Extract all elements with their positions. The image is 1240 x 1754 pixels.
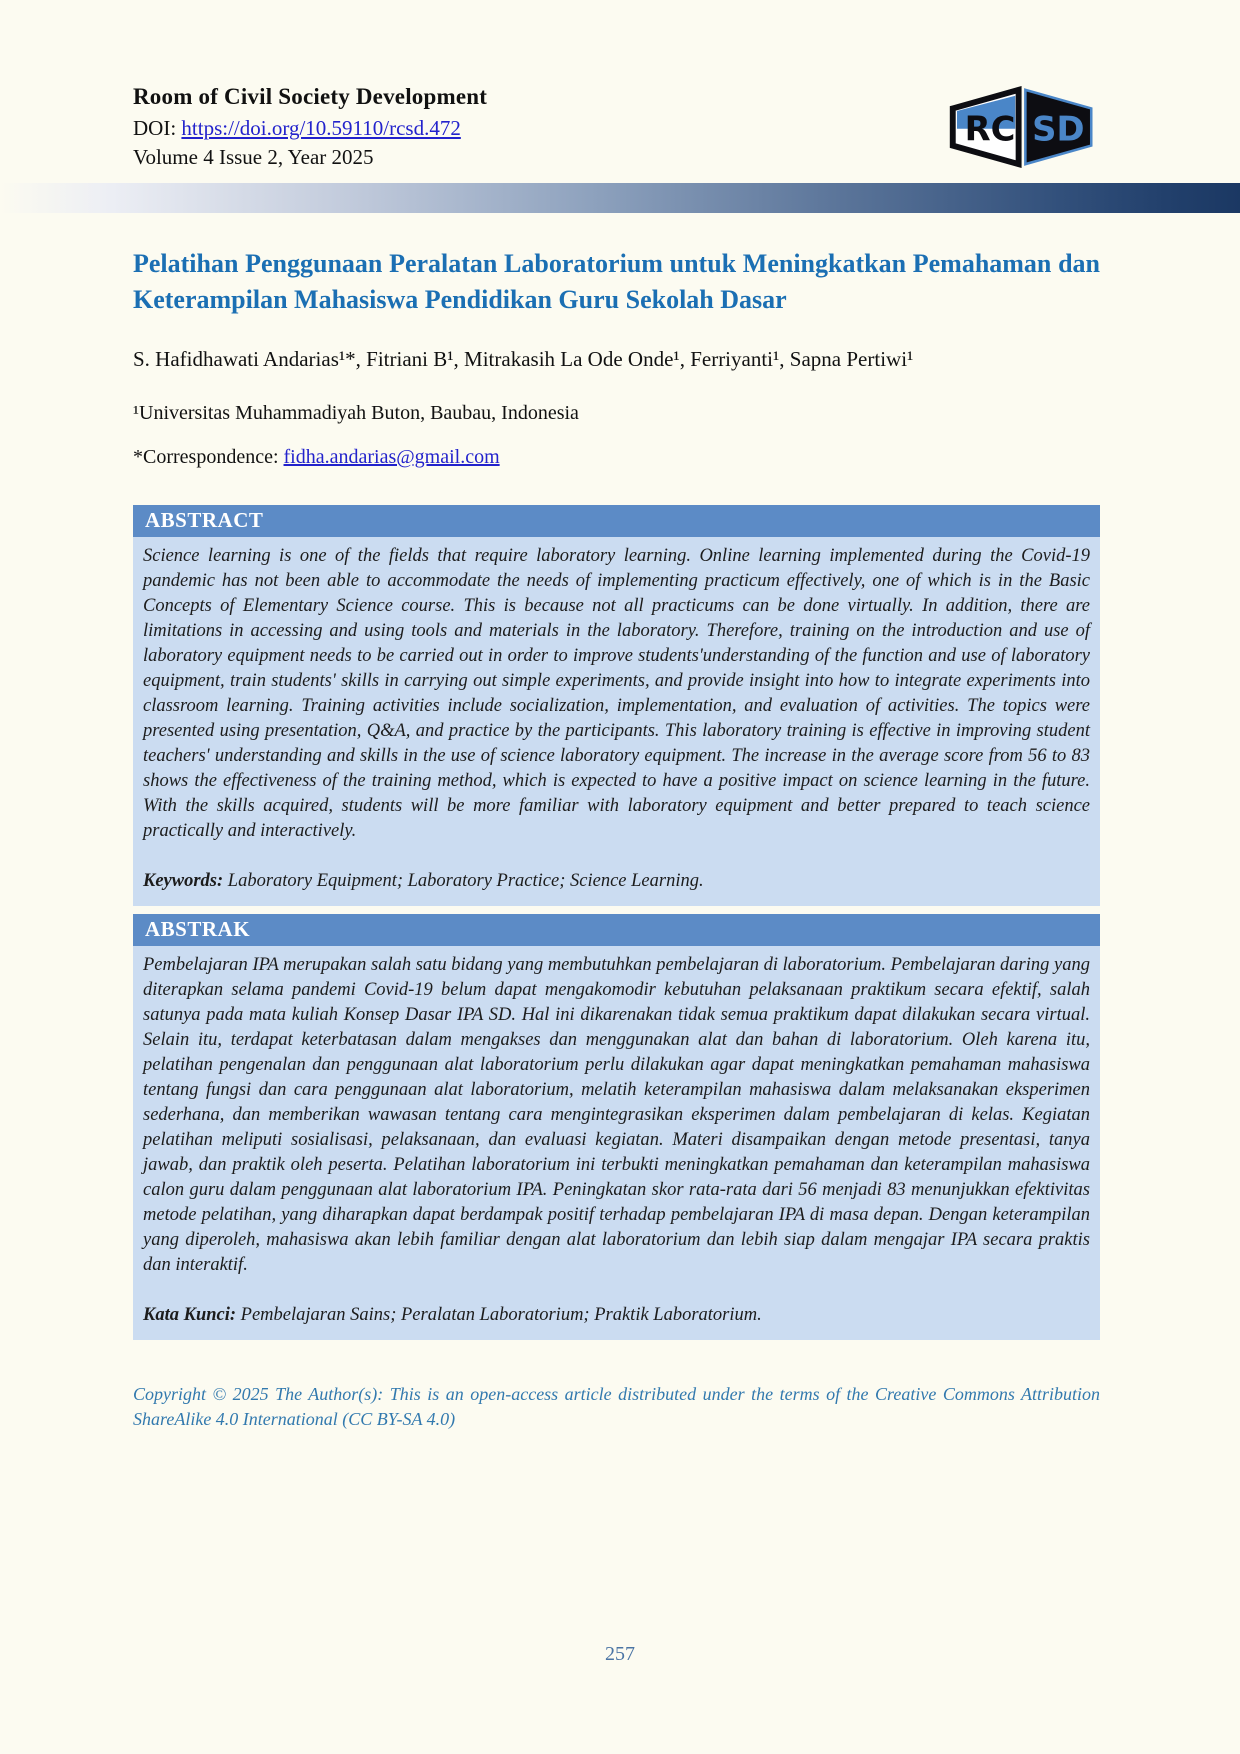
correspondence-email-link[interactable]: fidha.andarias@gmail.com — [283, 446, 500, 468]
abstrak-heading: ABSTRAK — [133, 914, 1100, 946]
correspondence-line — [133, 446, 1100, 469]
abstract-text: Science learning is one of the fields that require laboratory learning. Online learning implemented during the Covid-19 pandemic has not been able to accommodate the needs of implementing practicum effectively, one of which is in the Basic Concepts of Elementary Science course. This is because not all practicums can be done virtually. In addition, there are limitations in accessing and using tools and materials in the laboratory. Therefore, training on the introduction and use of laboratory equipment needs to be carried out in order to improve students'understanding of the function and use of laboratory equipment, train students' skills in carrying out simple experiments, and provide insight into how to integrate experiments into classroom learning. Training activities include socialization, implementation, and evaluation of activities. The topics were presented using presentation, Q&A, and practice by the participants. This laboratory training is effective in improving student teachers' understanding and skills in the use of science laboratory equipment. The increase in the average score from 56 to 83 shows the effectiveness of the training method, which is expected to have a positive impact on science learning in the future. With the skills acquired, students will be more familiar with laboratory equipment and better prepared to teach science practically and interactively. — [143, 546, 1090, 841]
rcsd-logo-icon — [946, 84, 1098, 170]
abstrak-body — [133, 946, 1100, 1340]
logo-right-text: SD — [1032, 109, 1085, 149]
keywords-label: Keywords: — [143, 871, 224, 891]
page-number: 257 — [605, 1643, 635, 1665]
correspondence-label: *Correspondence: — [133, 446, 284, 468]
doi-label: DOI: — [133, 116, 182, 140]
gradient-divider — [0, 183, 1240, 213]
doi-link[interactable]: https://doi.org/10.59110/rcsd.472 — [181, 116, 461, 140]
kata-kunci-text: Pembelajaran Sains; Peralatan Laboratorium; Praktik Laboratorium. — [236, 1305, 762, 1325]
volume-issue-line: Volume 4 Issue 2, Year 2025 — [133, 145, 374, 169]
doi-line — [133, 114, 853, 143]
journal-name: Room of Civil Society Development — [133, 84, 488, 109]
copyright-notice: Copyright © 2025 The Author(s): This is an open-access article distributed under the terms of the Creative Commons Attribution ShareAlike 4.0 International (CC BY-SA 4.0) — [133, 1384, 1100, 1429]
affiliation-line: ¹Universitas Muhammadiyah Buton, Baubau, Indonesia — [133, 402, 579, 424]
abstract-heading: ABSTRACT — [133, 505, 1100, 537]
article-content — [133, 246, 1100, 1432]
keywords-text: Laboratory Equipment; Laboratory Practice; Science Learning. — [223, 871, 704, 891]
keywords-line — [143, 869, 1090, 894]
kata-kunci-line — [143, 1303, 1090, 1328]
journal-header — [133, 84, 853, 172]
abstrak-text: Pembelajaran IPA merupakan salah satu bidang yang membutuhkan pembelajaran di laboratorium. Pembelajaran daring yang diterapkan selama pandemi Covid-19 belum dapat mengakomodir kebutuhan pelaksanaan praktikum secara efektif, salah satunya pada mata kuliah Konsep Dasar IPA SD. Hal ini dikarenakan tidak semua praktikum dapat dilakukan secara virtual. Selain itu, terdapat keterbatasan dalam mengakses dan menggunakan alat dan bahan di laboratorium. Oleh karena itu, pelatihan pengenalan dan penggunaan alat laboratorium perlu dilakukan agar dapat meningkatkan pemahaman mahasiswa tentang fungsi dan cara penggunaan alat laboratorium, melatih keterampilan mahasiswa dalam melaksanakan eksperimen sederhana, dan memberikan wawasan tentang cara mengintegrasikan eksperimen dalam pembelajaran di kelas. Kegiatan pelatihan meliputi sosialisasi, pelaksanaan, dan evaluasi kegiatan. Materi disampaikan dengan metode presentasi, tanya jawab, dan praktik oleh peserta. Pelatihan laboratorium ini terbukti meningkatkan pemahaman dan keterampilan mahasiswa calon guru dalam penggunaan alat laboratorium IPA. Peningkatan skor rata-rata dari 56 menjadi 83 menunjukkan efektivitas metode pelatihan, yang diharapkan dapat berdampak positif terhadap pembelajaran IPA di masa depan. Dengan keterampilan yang diperoleh, mahasiswa akan lebih familiar dengan alat laboratorium dan lebih siap dalam mengajar IPA secara praktis dan interaktif. — [143, 955, 1090, 1275]
logo-left-text: RC — [964, 109, 1016, 149]
rcsd-logo — [946, 84, 1098, 170]
abstract-body — [133, 537, 1100, 906]
article-title: Pelatihan Penggunaan Peralatan Laboratorium untuk Meningkatkan Pemahaman dan Keterampilan Mahasiswa Pendidikan Guru Sekolah Dasar — [133, 249, 1100, 314]
kata-kunci-label: Kata Kunci: — [143, 1305, 237, 1325]
authors-line: S. Hafidhawati Andarias¹*, Fitriani B¹, Mitrakasih La Ode Onde¹, Ferriyanti¹, Sapna Pertiwi¹ — [133, 347, 914, 371]
